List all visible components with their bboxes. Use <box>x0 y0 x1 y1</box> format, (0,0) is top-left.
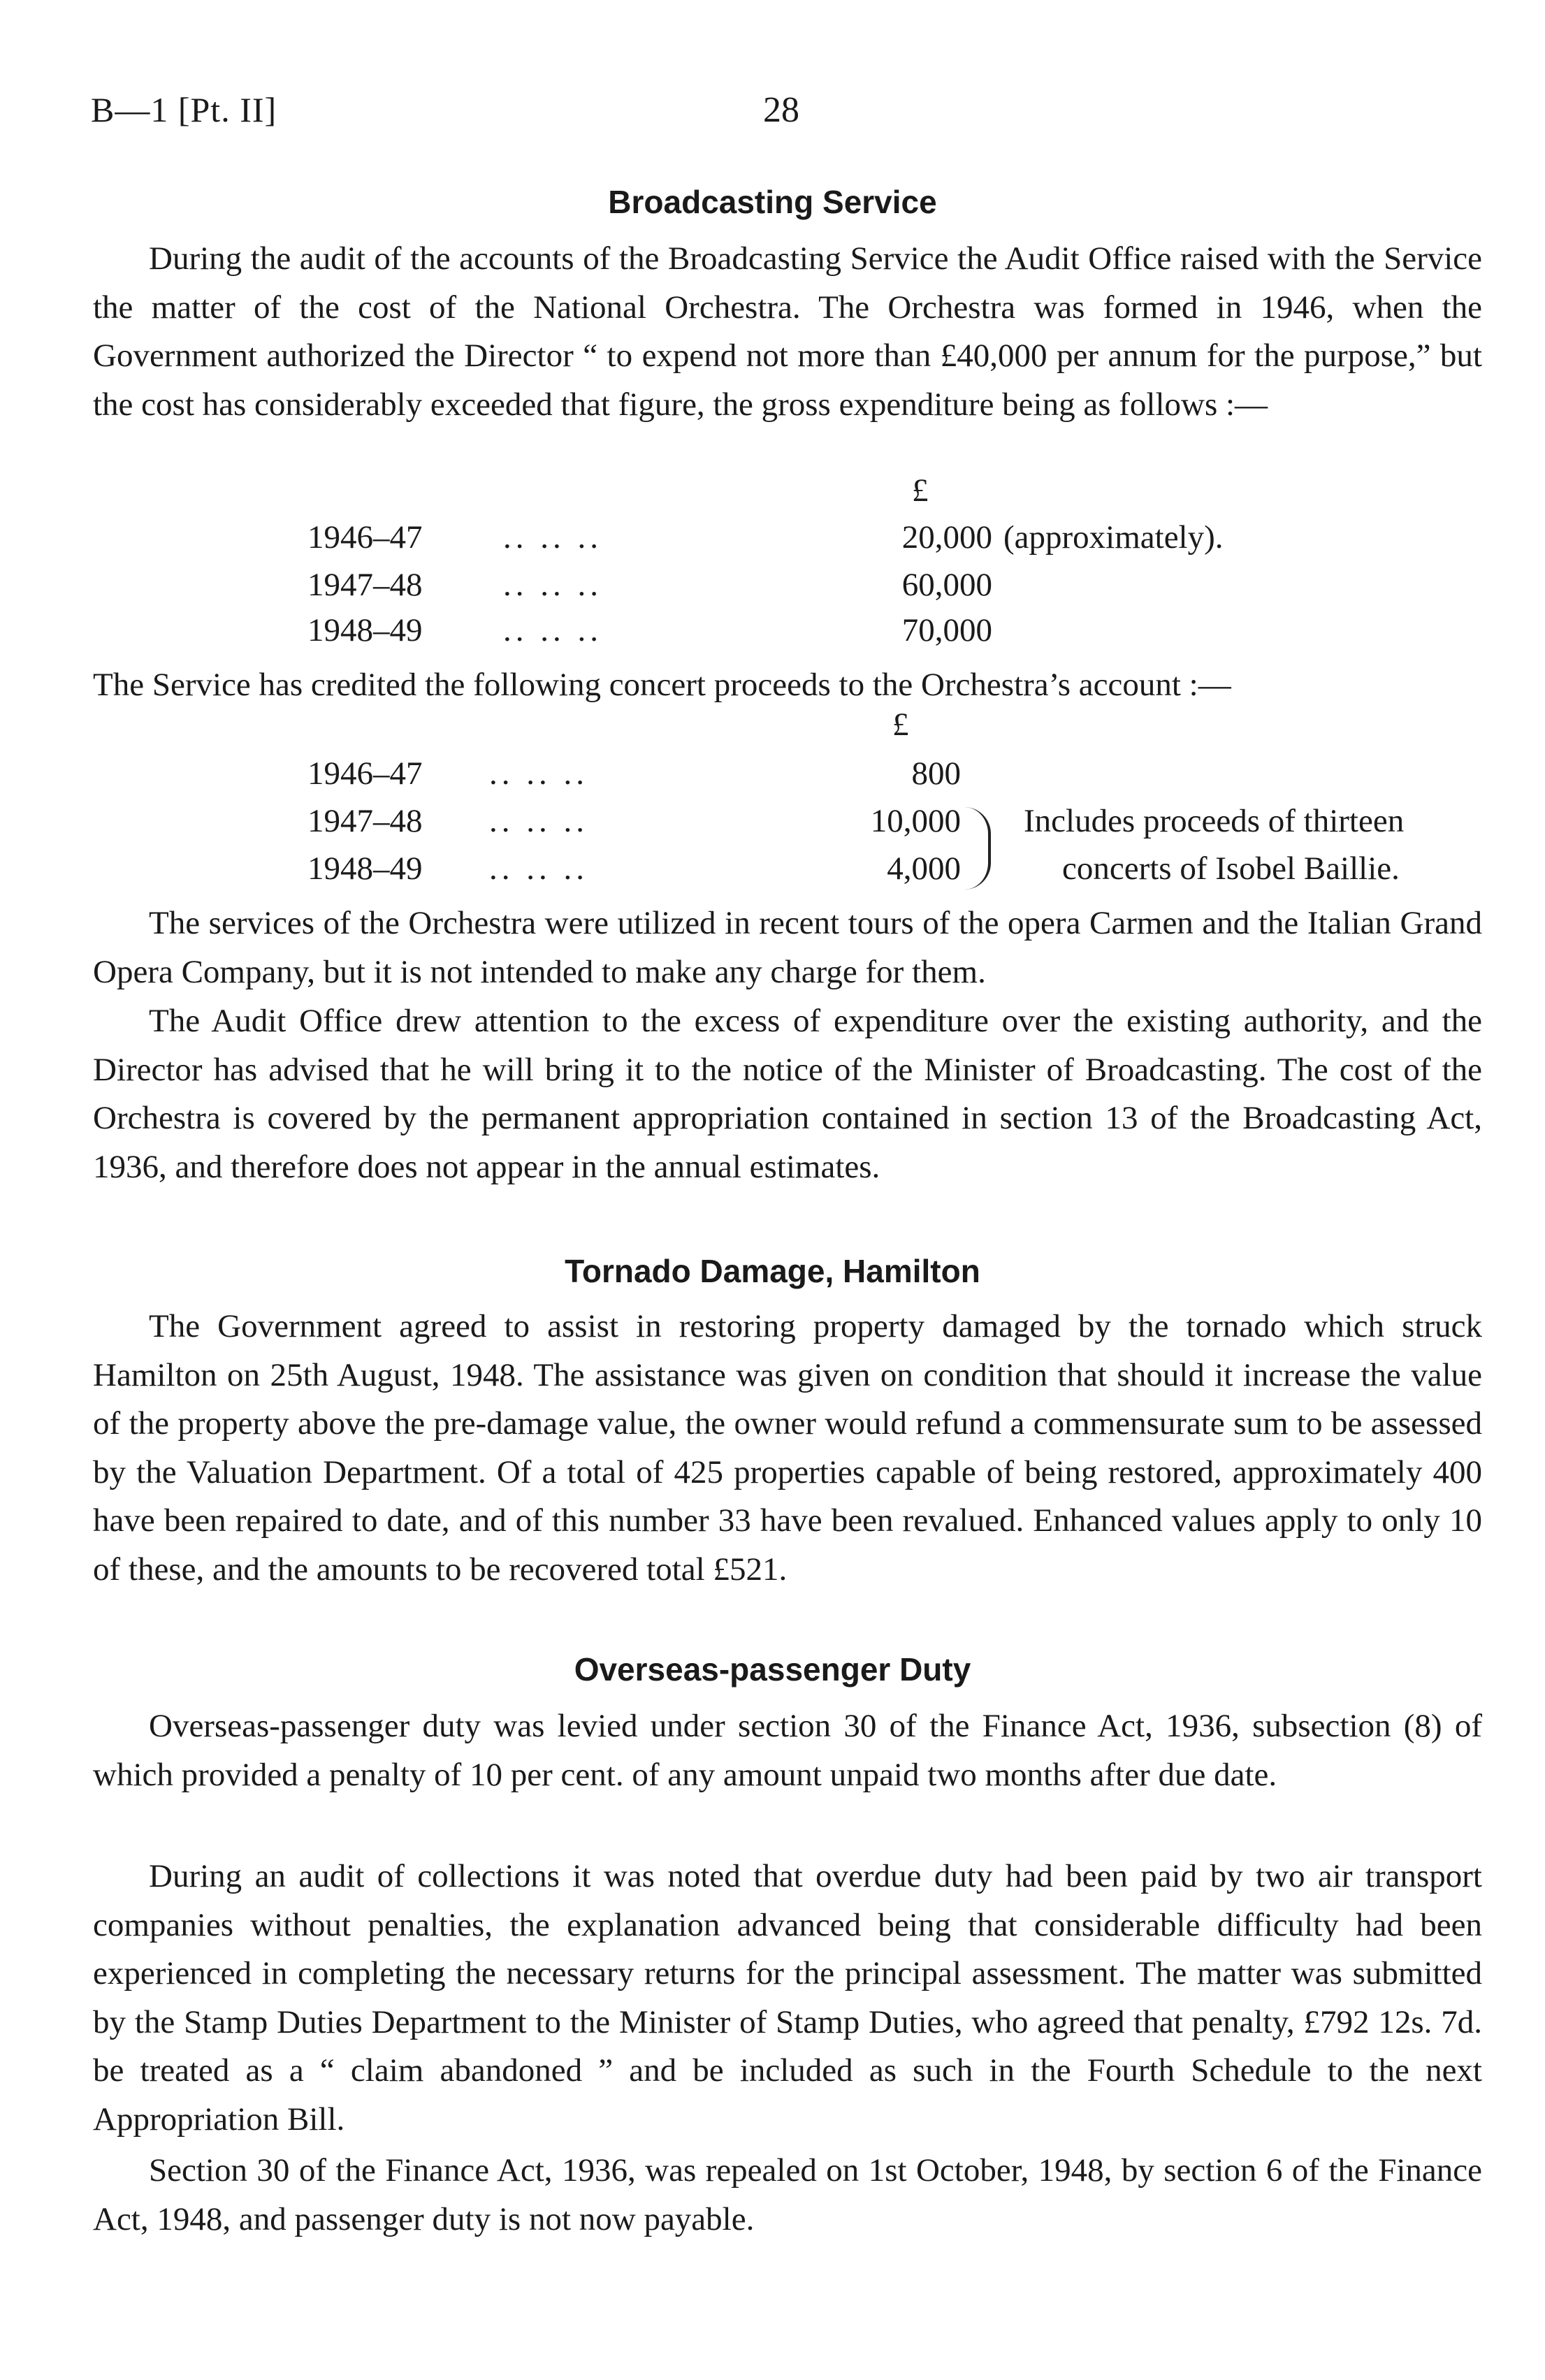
expenditure-amount: 70,000 <box>901 612 992 648</box>
expenditure-note: (approximately). <box>1003 519 1224 556</box>
overseas-duty-paragraph-3: Section 30 of the Finance Act, 1936, was repealed on 1st October, 1948, by section 6 of the Finance Act, 1948, and passenger duty is not now payable. <box>93 2152 1482 2237</box>
proceeds-row <box>0 755 1545 797</box>
broadcasting-intro-paragraph: During the audit of the accounts of the Broadcasting Service the Audit Office raised with the Service the matter of the cost of the National Orchestra. The Orchestra was formed in 1946, when the Government authorized the Director “ to expend not more than £40,000 per annum for the purpose,” but the cost has considerably exceeded that figure, the gross expenditure being as follows :— <box>93 240 1482 423</box>
proceeds-year: 1946–47 <box>307 755 423 792</box>
proceeds-year: 1947–48 <box>307 803 423 839</box>
expenditure-row <box>0 566 1545 608</box>
page-number: 28 <box>763 90 799 130</box>
proceeds-currency-symbol: £ <box>892 706 909 743</box>
proceeds-leader: .. .. .. <box>489 850 588 887</box>
expenditure-amount: 60,000 <box>901 567 992 603</box>
expenditure-leader: .. .. .. <box>503 567 602 603</box>
expenditure-year: 1948–49 <box>307 612 423 648</box>
expenditure-year: 1947–48 <box>307 567 423 603</box>
expenditure-leader: .. .. .. <box>503 519 602 556</box>
proceeds-row <box>0 850 1545 892</box>
proceeds-amount: 4,000 <box>887 850 961 887</box>
proceeds-year: 1948–49 <box>307 850 423 887</box>
proceeds-leader: .. .. .. <box>489 803 588 839</box>
proceeds-amount: 10,000 <box>870 803 961 839</box>
proceeds-row <box>0 802 1545 844</box>
expenditure-leader: .. .. .. <box>503 612 602 648</box>
expenditure-currency-symbol: £ <box>912 472 929 509</box>
overseas-duty-paragraph-2: During an audit of collections it was noted that overdue duty had been paid by two air transport companies without penalties, the explanation advanced being that considerable difficulty had been experienced in completing the necessary returns for the principal assessment. The matter was submitted by the Stamp Duties Department to the Minister of Stamp Duties, who agreed that penalty, £792 12s. 7d. be treated as a “ claim abandoned ” and be included as such in the Fourth Schedule to the next Appropriation Bill. <box>93 1858 1482 2138</box>
running-header: B—1 [Pt. II] <box>91 90 277 129</box>
proceeds-intro-paragraph: The Service has credited the following concert proceeds to the Orchestra’s account :— <box>93 667 1231 703</box>
section-title-tornado: Tornado Damage, Hamilton <box>565 1253 980 1289</box>
expenditure-amount: 20,000 <box>901 519 992 556</box>
tornado-paragraph-1: The Government agreed to assist in restoring property damaged by the tornado which struck Hamilton on 25th August, 1948. The assistance was given on condition that should it increase the value of the property above the pre-damage value, the owner would refund a commensurate sum to be assessed by the Valuation Department. Of a total of 425 properties capable of being restored, approximately 400 have been repaired to date, and of this number 33 have been revalued. Enhanced values apply to only 10 of these, and the amounts to be recovered total £521. <box>93 1308 1482 1588</box>
section-title-overseas-duty: Overseas-passenger Duty <box>574 1651 971 1688</box>
proceeds-brace-note-line-2: concerts of Isobel Baillie. <box>1062 850 1400 887</box>
broadcasting-paragraph-1: The services of the Orchestra were utilized in recent tours of the opera Carmen and the Italian Grand Opera Company, but it is not intended to make any charge for them. <box>93 905 1482 990</box>
expenditure-row <box>0 518 1545 560</box>
expenditure-year: 1946–47 <box>307 519 423 556</box>
expenditure-row <box>0 611 1545 653</box>
proceeds-brace-note-line-1: Includes proceeds of thirteen <box>1024 803 1405 839</box>
broadcasting-paragraph-2: The Audit Office drew attention to the excess of expenditure over the existing authority, and the Director has advised that he will bring it to the notice of the Minister of Broadcasting. The cost of the Orchestra is covered by the permanent appropriation contained in section 13 of the Broadcasting Act, 1936, and therefore does not appear in the annual estimates. <box>93 1003 1482 1185</box>
proceeds-amount: 800 <box>911 755 961 792</box>
overseas-duty-paragraph-1: Overseas-passenger duty was levied under section 30 of the Finance Act, 1936, subsection (8) of which provided a penalty of 10 per cent. of any amount unpaid two months after due date. <box>93 1708 1482 1793</box>
section-title-broadcasting: Broadcasting Service <box>608 184 937 220</box>
proceeds-leader: .. .. .. <box>489 755 588 792</box>
